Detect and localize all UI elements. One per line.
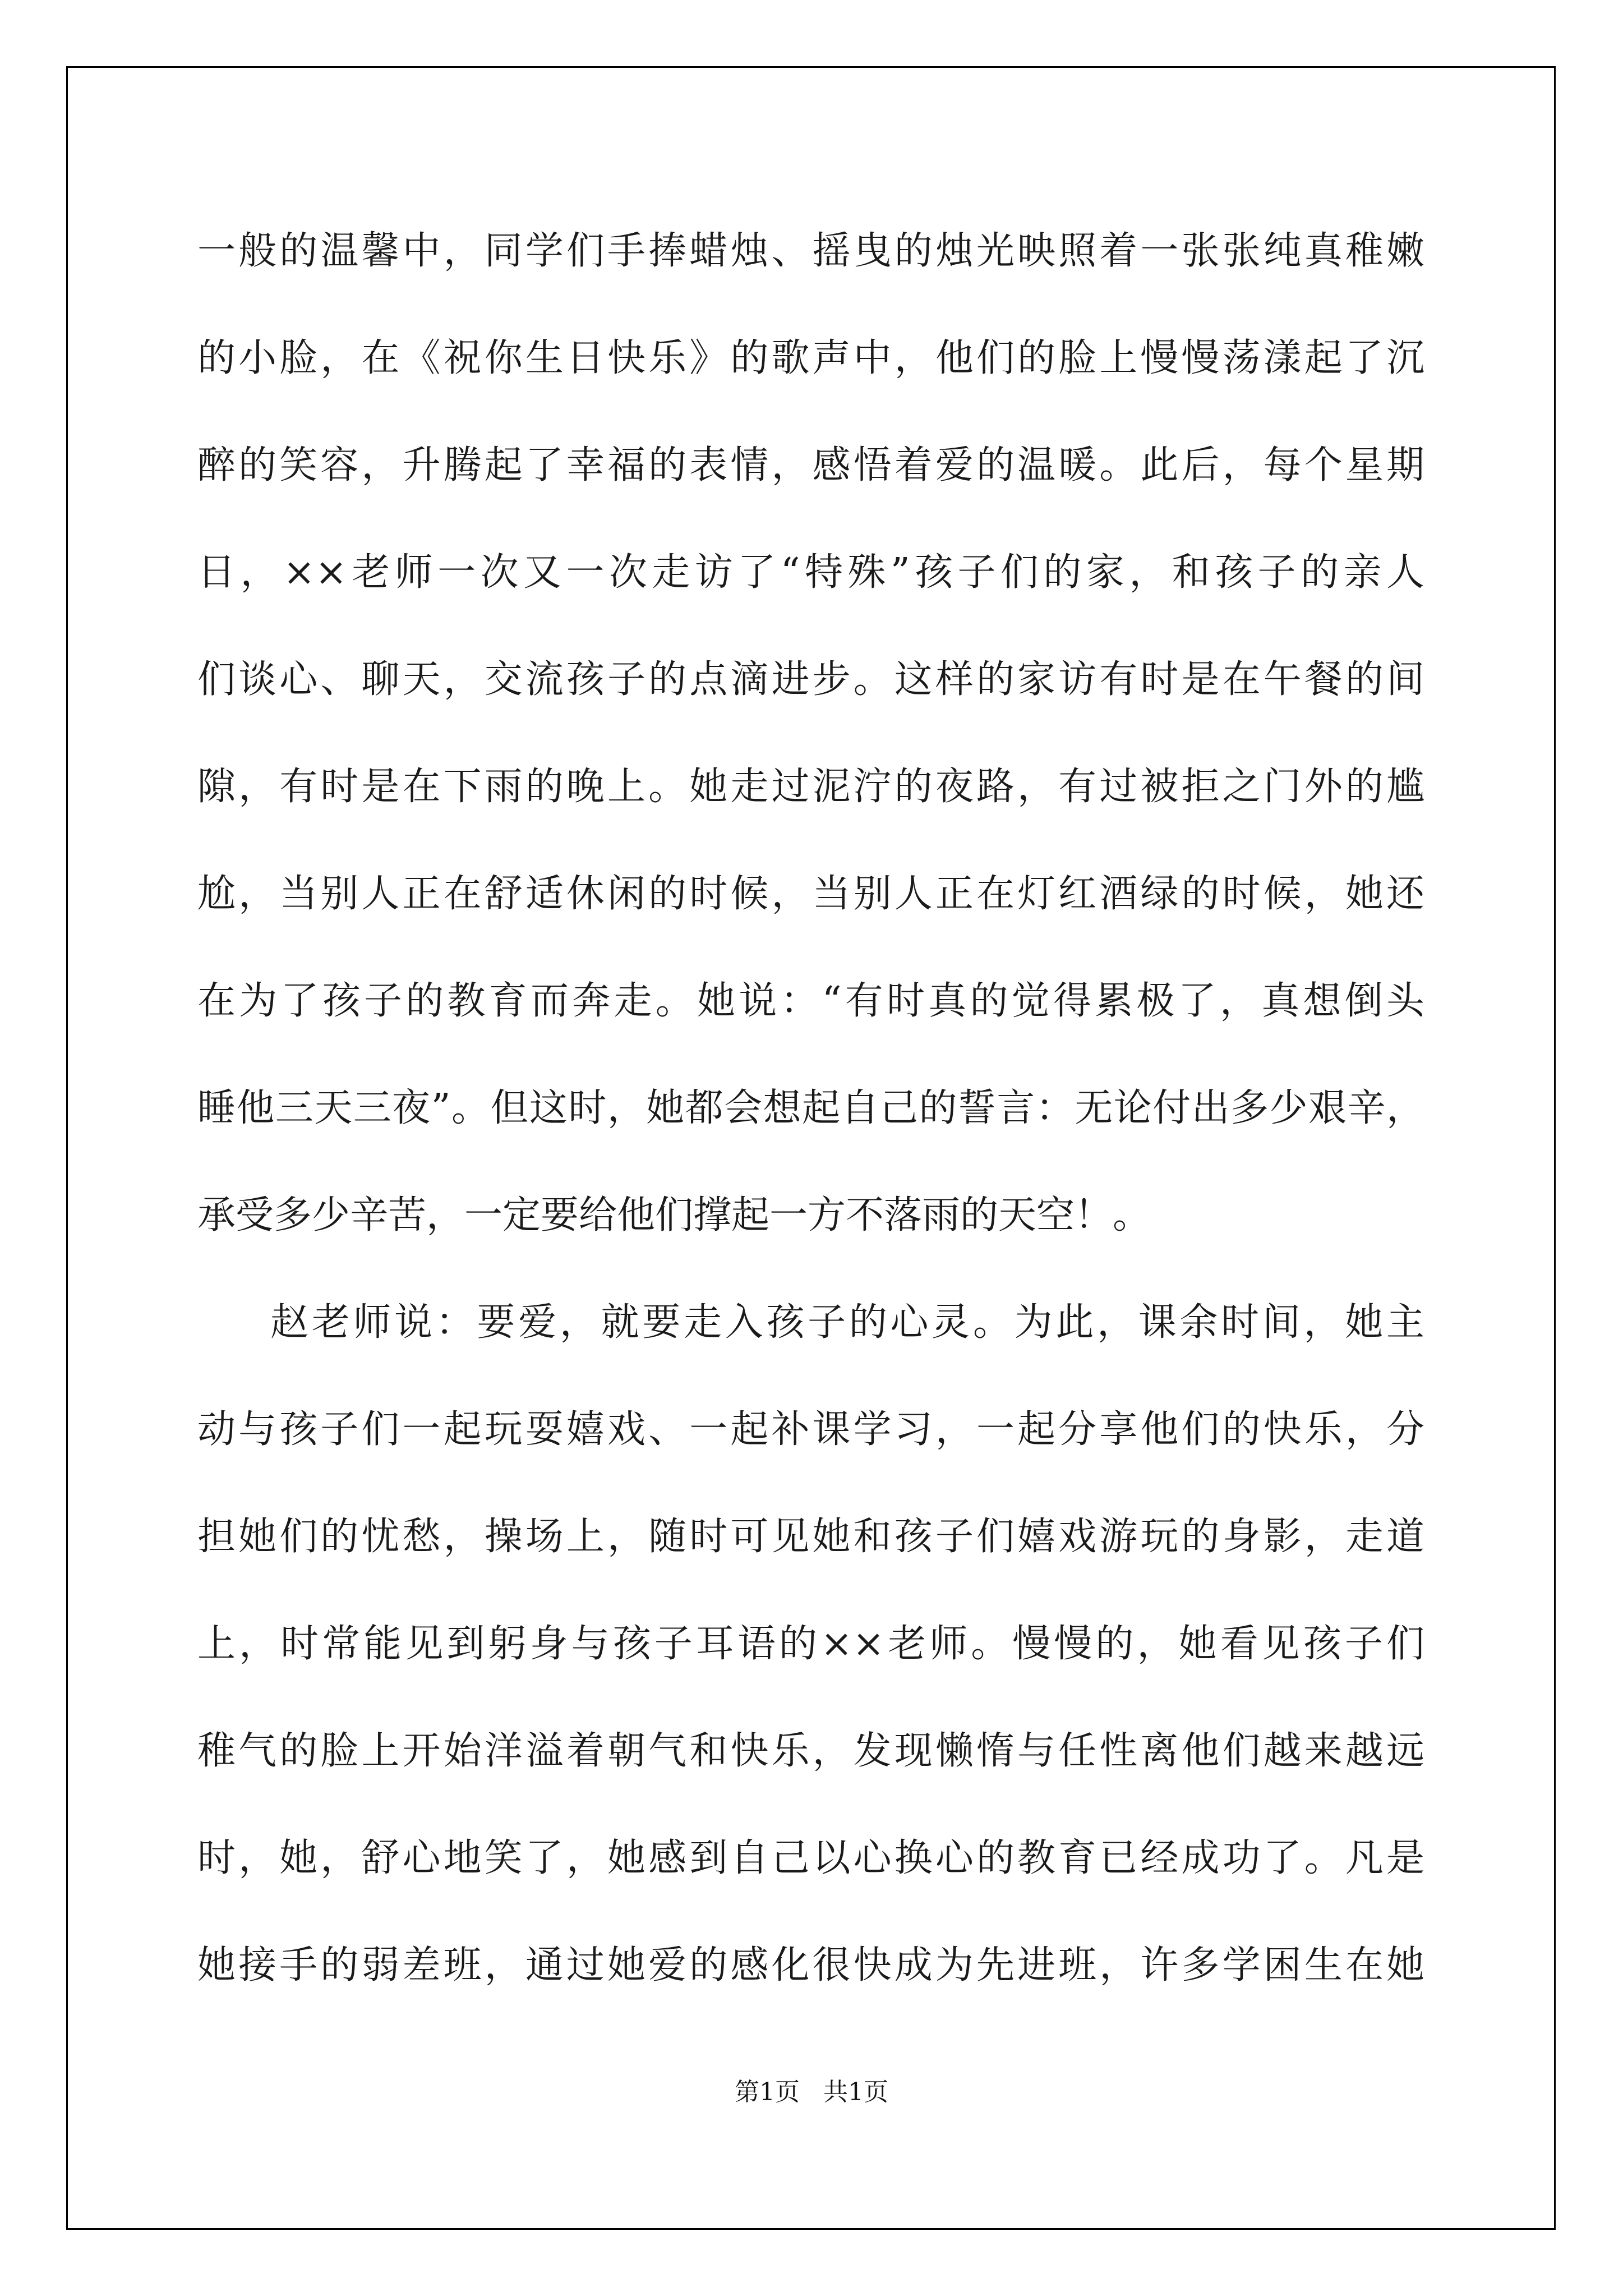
text-line: 醉的笑容，升腾起了幸福的表情，感悟着爱的温暖。此后，每个星期 — [197, 443, 1424, 487]
text-line: 们谈心、聊天，交流孩子的点滴进步。这样的家访有时是在午餐的间 — [197, 657, 1424, 702]
text-line: 赵老师说：要爱，就要走入孩子的心灵。为此，课余时间，她主 — [270, 1300, 1424, 1345]
text-line: 尬，当别人正在舒适休闲的时候，当别人正在灯红酒绿的时候，她还 — [197, 872, 1424, 916]
text-line: 担她们的忧愁，操场上，随时可见她和孩子们嬉戏游玩的身影，走道 — [197, 1515, 1424, 1559]
text-line: 隙，有时是在下雨的晚上。她走过泥泞的夜路，有过被拒之门外的尴 — [197, 765, 1424, 809]
text-line: 承受多少辛苦，一定要给他们撑起一方不落雨的天空！。 — [197, 1193, 1151, 1237]
text-line: 动与孩子们一起玩耍嬉戏、一起补课学习，一起分享他们的快乐，分 — [197, 1407, 1424, 1452]
text-line: 一般的温馨中，同学们手捧蜡烛、摇曳的烛光映照着一张张纯真稚嫩 — [197, 229, 1424, 273]
text-line: 她接手的弱差班，通过她爱的感化很快成为先进班，许多学困生在她 — [197, 1943, 1424, 1987]
text-line: 稚气的脸上开始洋溢着朝气和快乐，发现懒惰与任性离他们越来越远 — [197, 1729, 1424, 1773]
text-line: 上，时常能见到躬身与孩子耳语的××老师。慢慢的，她看见孩子们 — [197, 1622, 1424, 1666]
text-line: 时，她，舒心地笑了，她感到自己以心换心的教育已经成功了。凡是 — [197, 1836, 1424, 1880]
page-border — [66, 66, 1556, 2230]
text-line: 日，××老师一次又一次走访了“特殊”孩子们的家，和孩子的亲人 — [197, 550, 1424, 595]
page-number-footer: 第1页 共1页 — [735, 2078, 888, 2106]
text-line: 在为了孩子的教育而奔走。她说：“有时真的觉得累极了，真想倒头 — [197, 979, 1424, 1023]
text-line: 的小脸，在《祝你生日快乐》的歌声中，他们的脸上慢慢荡漾起了沉 — [197, 336, 1424, 380]
text-line: 睡他三天三夜”。但这时，她都会想起自己的誓言：无论付出多少艰辛， — [197, 1086, 1424, 1130]
